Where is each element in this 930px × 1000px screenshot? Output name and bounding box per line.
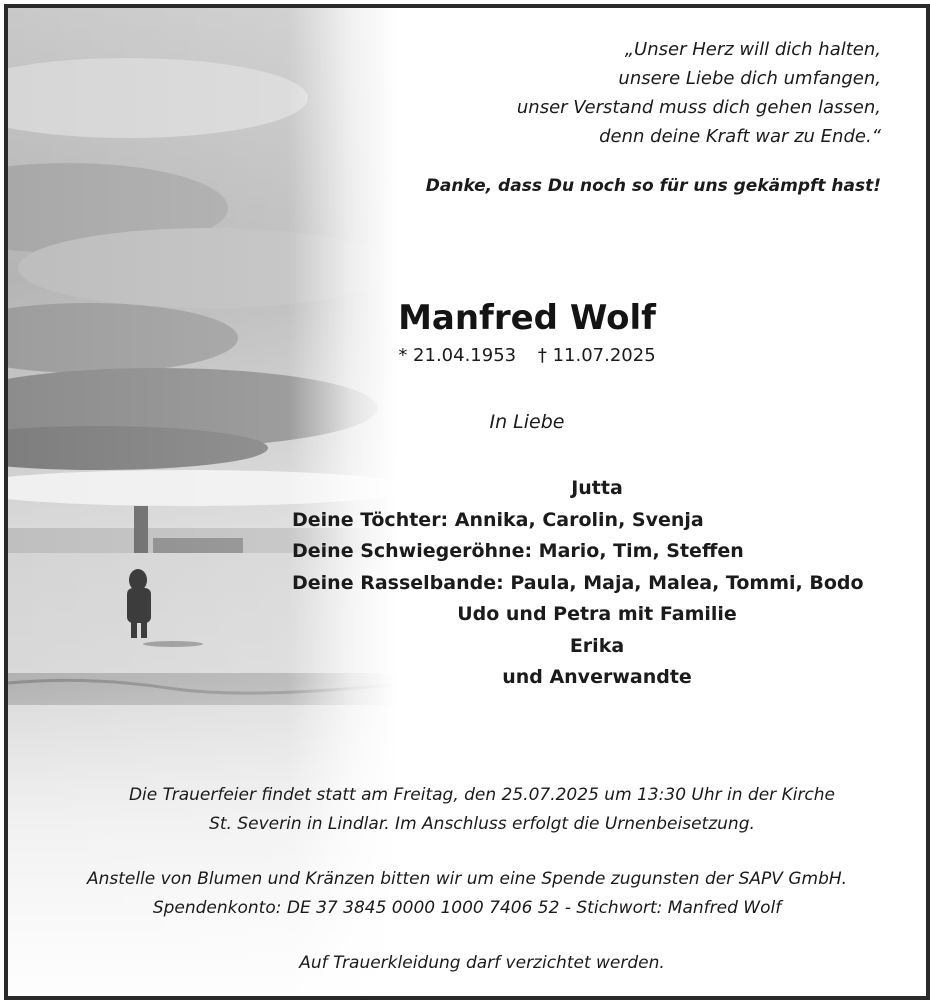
mourner-line: Erika (569, 634, 625, 657)
mourner-line: Deine Schwiegeröhne: Mario, Tim, Steffen (292, 540, 744, 562)
quote-line: unsere Liebe dich umfangen, (618, 68, 881, 89)
mourner-line: Jutta (571, 477, 623, 499)
dress-note: Auf Trauerkleidung darf verzichtet werden. (299, 953, 665, 973)
life-dates (8, 345, 926, 366)
quote-line: unser Verstand muss dich gehen lassen, (516, 97, 881, 118)
donation-info (8, 865, 926, 923)
service-line: St. Severin in Lindlar. Im Anschluss erfolgt die Urnenbeisetzung. (209, 814, 755, 834)
mourner-line: Deine Rasselbande: Paula, Maja, Malea, Tommi, Bodo (292, 571, 864, 594)
donation-line: Spendenkonto: DE 37 3845 0000 1000 7406 52 - Stichwort: Manfred Wolf (152, 898, 782, 918)
service-info (8, 781, 926, 839)
thanks-line: Danke, dass Du noch so für uns gekämpft hast! (425, 176, 881, 196)
in-love-line: In Liebe (489, 411, 565, 433)
service-line: Die Trauerfeier findet statt am Freitag, den 25.07.2025 um 13:30 Uhr in der Kirche (128, 785, 836, 805)
mourner-line: Deine Töchter: Annika, Carolin, Svenja (292, 508, 704, 531)
deceased-name: Manfred Wolf (398, 298, 656, 338)
obituary-notice (4, 4, 930, 1000)
birth-date: * 21.04.1953 (398, 345, 517, 366)
mourners-list (292, 473, 902, 694)
mourner-line: Udo und Petra mit Familie (457, 603, 737, 625)
death-date: † 11.07.2025 (537, 345, 656, 366)
donation-line: Anstelle von Blumen und Kränzen bitten wir um eine Spende zugunsten der SAPV GmbH. (86, 869, 848, 889)
mourner-line: und Anverwandte (502, 666, 692, 688)
quote-line: „Unser Herz will dich halten, (624, 39, 881, 60)
poem-quote (517, 35, 881, 151)
quote-line: denn deine Kraft war zu Ende.“ (599, 126, 881, 147)
